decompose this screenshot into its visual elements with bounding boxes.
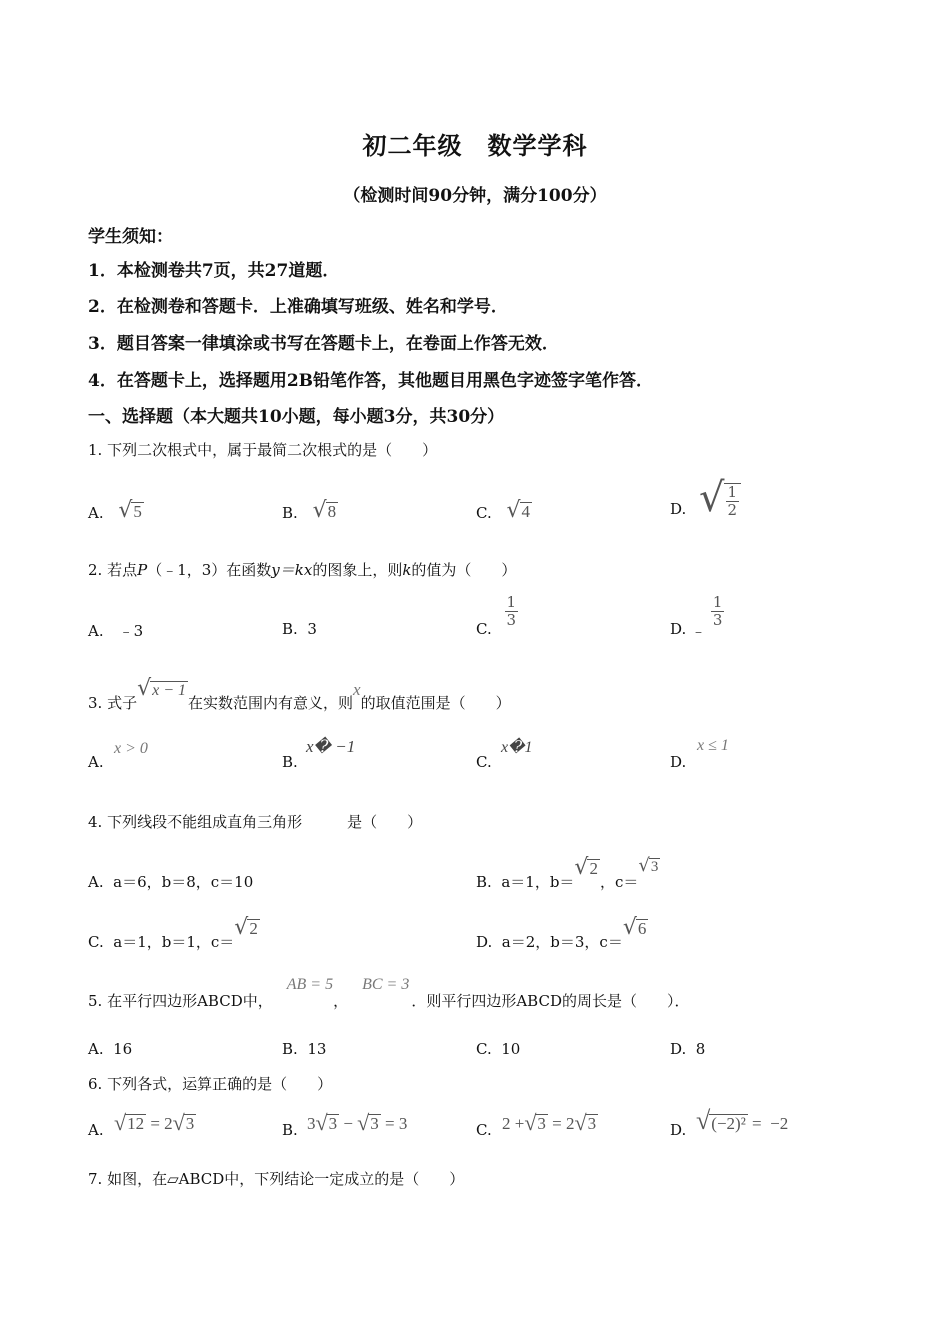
q4-option-a: A. a＝6，b＝8，c＝10 <box>88 873 254 891</box>
question-5-stem: 5. 在平行四边形ABCD中，AB = 5，BC = 3．则平行四边形ABCD的周长是（ ）． <box>88 976 690 1010</box>
sqrt-expression: √ 3 <box>172 1110 195 1135</box>
q1-option-b <box>282 500 338 522</box>
sqrt-expression: √ 6 <box>622 915 647 940</box>
notice-item-4: 4．在答题卡上，选择题用2B铅笔作答，其他题目用黑色字迹签字笔作答． <box>88 371 654 391</box>
q4-option-c: C. a＝1，b＝1，c＝ √ 2 <box>88 915 258 951</box>
q1-option-c <box>476 500 532 522</box>
sqrt-expression: √ 8 <box>312 498 337 523</box>
q4-option-d: D. a＝2，b＝3，c＝ √ 6 <box>476 915 647 951</box>
q1-option-d <box>670 472 741 521</box>
question-7-stem: 7. 如图，在▱ABCD中，下列结论一定成立的是（ ） <box>88 1170 465 1188</box>
option-label: C. <box>476 504 492 522</box>
sqrt-expression: √ 3 <box>524 1110 546 1135</box>
sqrt-expression: √ 12 <box>114 1110 145 1135</box>
q6-option-b: B. <box>282 1121 298 1139</box>
q6-option-c-expression: 2 + √ 3 = 2 √ 3 <box>502 1110 597 1135</box>
question-2-stem: 2. 若点P（﹣1，3）在函数y＝kx的图象上，则k的值为（ ） <box>88 561 517 579</box>
q6-option-b-expression: 3 √ 3 − √ 3 = 3 <box>307 1110 408 1135</box>
sqrt-expression: √ 3 <box>357 1110 379 1135</box>
option-label: D. <box>670 500 687 518</box>
section-heading: 一、选择题（本大题共10小题，每小题3分，共30分） <box>88 407 505 427</box>
question-4-stem: 4. 下列线段不能组成直角三角形 是（ ） <box>88 813 423 831</box>
notice-item-2: 2．在检测卷和答题卡．上准确填写班级、姓名和学号． <box>88 297 508 317</box>
q6-option-a: A. <box>88 1121 104 1139</box>
option-label: C. <box>476 620 492 638</box>
q6-option-d-expression: √ (−2)² = −2 <box>696 1106 789 1135</box>
q3-option-d: D. <box>670 753 687 771</box>
notice-item-1: 1．本检测卷共7页，共27道题． <box>88 261 340 281</box>
q5-option-d: D. 8 <box>670 1040 706 1058</box>
q1-option-a <box>88 500 144 522</box>
q2-option-c <box>476 594 518 638</box>
question-3-stem: 3. 式子 √ x − 1 在实数范围内有意义，则x的取值范围是（ ） <box>88 676 511 712</box>
minus-sign: ﹣ <box>691 622 707 640</box>
q3-option-d-value: x ≤ 1 <box>697 737 729 754</box>
q6-option-c: C. <box>476 1121 492 1139</box>
q5-option-b: B. 13 <box>282 1040 327 1058</box>
notice-item-3: 3．题目答案一律填涂或书写在答题卡上，在卷面上作答无效． <box>88 334 559 354</box>
q6-option-a-expression: √ 12 = 2 √ 3 <box>114 1110 195 1135</box>
fraction: $\frac{1}{2}$ <box>727 483 738 519</box>
sqrt-expression: √ x − 1 <box>137 676 187 701</box>
sqrt-expression: √ 3 <box>315 1110 338 1135</box>
q5-option-c: C. 10 <box>476 1040 521 1058</box>
sqrt-expression: √ 3 <box>638 855 659 876</box>
question-6-stem: 6. 下列各式，运算正确的是（ ） <box>88 1075 333 1093</box>
question-1-stem: 1. 下列二次根式中，属于最简二次根式的是（ ） <box>88 441 438 459</box>
q3-option-b: B. <box>282 753 298 771</box>
notice-heading: 学生须知： <box>88 227 173 247</box>
q4-option-b: B. a＝1，b＝ √ 2 ，c＝ √ 3 <box>476 855 659 891</box>
q2-option-d <box>670 594 724 641</box>
page-subtitle: （检测时间90分钟，满分100分） <box>343 186 607 206</box>
option-label: D. <box>670 620 687 638</box>
sqrt-fraction: √ $\frac{1}{2}$ <box>699 478 741 518</box>
sqrt-expression: √ (−2)² <box>696 1106 746 1135</box>
sqrt-expression: √ 5 <box>118 498 142 523</box>
q2-option-b: B. 3 <box>282 620 317 638</box>
q6-option-d: D. <box>670 1121 687 1139</box>
sqrt-expression: √ 2 <box>574 855 598 880</box>
q3-option-c: C. <box>476 753 492 771</box>
option-label: B. <box>282 504 298 522</box>
q3-option-a-value: x > 0 <box>114 740 148 757</box>
sqrt-expression: √ 4 <box>506 498 531 523</box>
fraction: $\frac{1}{3}$ <box>712 593 723 629</box>
q3-option-a: A. <box>88 753 104 771</box>
q5-option-a: A. 16 <box>88 1040 133 1058</box>
option-label: A. <box>88 504 104 522</box>
q3-option-b-value: x� −1 <box>306 737 356 756</box>
page-title: 初二年级 数学学科 <box>362 131 588 160</box>
q3-option-c-value: x�1 <box>501 739 533 756</box>
sqrt-expression: √ 3 <box>574 1110 597 1135</box>
q2-option-a: A. ﹣3 <box>88 622 144 640</box>
fraction: $\frac{1}{3}$ <box>506 593 517 629</box>
sqrt-expression: √ 2 <box>234 915 258 940</box>
